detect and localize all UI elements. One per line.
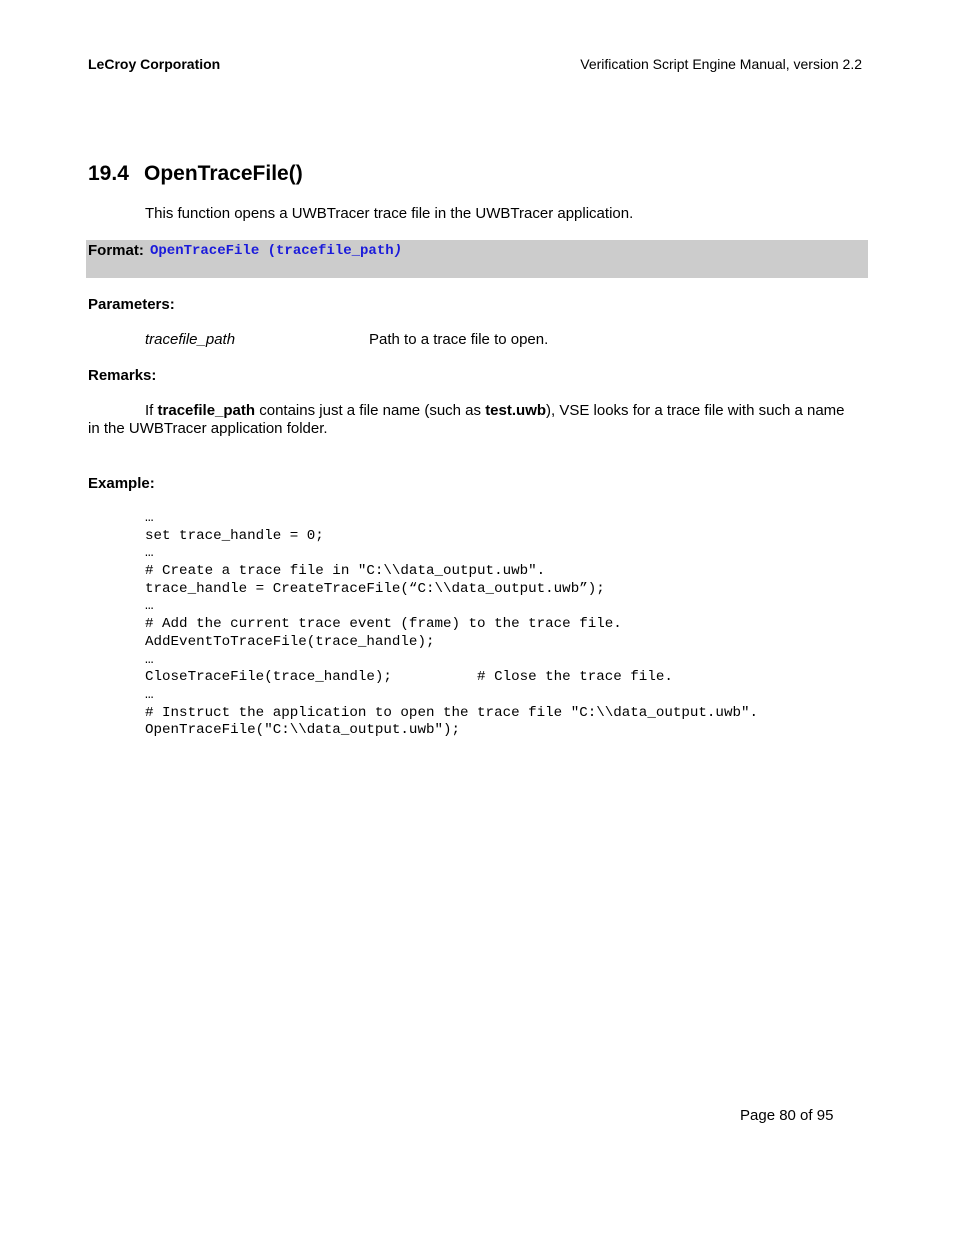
remarks-param-name: tracefile_path — [157, 402, 256, 419]
code-line: # Create a trace file in "C:\\data_output.uwb". — [145, 563, 546, 580]
format-signature — [150, 243, 402, 259]
format-close-paren: ) — [393, 243, 403, 259]
code-line: # Instruct the application to open the trace file "C:\\data_output.uwb". — [145, 704, 758, 721]
code-line: CloseTraceFile(trace_handle); # Close the trace file. — [145, 669, 673, 686]
remarks-suffix: ), VSE looks for a trace file with such a name in the UWBTracer application folder. — [88, 402, 845, 437]
remarks-heading: Remarks: — [88, 367, 157, 384]
parameter-description: Path to a trace file to open. — [369, 331, 549, 348]
remarks-example-file: test.uwb — [485, 402, 547, 419]
page-number: Page 80 of 95 — [740, 1107, 834, 1124]
header-manual-title: Verification Script Engine Manual, version 2.2 — [580, 56, 862, 72]
code-line: … — [145, 545, 154, 562]
code-line: trace_handle = CreateTraceFile(“C:\\data_output.uwb”); — [145, 580, 605, 597]
parameters-heading: Parameters: — [88, 296, 175, 313]
code-line: # Add the current trace event (frame) to the trace file. — [145, 616, 622, 633]
format-label: Format: — [88, 242, 144, 259]
header-company: LeCroy Corporation — [88, 56, 221, 72]
code-line: … — [145, 598, 154, 615]
code-line: … — [145, 510, 154, 526]
format-box — [86, 240, 868, 278]
section-number: 19.4 — [88, 162, 129, 185]
code-line: … — [145, 651, 154, 668]
code-line: set trace_handle = 0; — [145, 527, 324, 544]
intro-text: This function opens a UWBTracer trace file in the UWBTracer application. — [145, 205, 634, 222]
remarks-prefix: If — [145, 402, 158, 419]
example-code-block — [145, 510, 758, 740]
example-heading: Example: — [88, 475, 155, 492]
code-line: AddEventToTraceFile(trace_handle); — [145, 633, 435, 650]
section-title: OpenTraceFile() — [144, 162, 303, 185]
remarks-paragraph — [88, 402, 848, 438]
format-function-name: OpenTraceFile (tracefile_path — [150, 243, 394, 259]
section-heading — [88, 162, 303, 186]
code-line: … — [145, 686, 154, 703]
parameter-name: tracefile_path — [145, 331, 236, 348]
remarks-middle: contains just a file name (such as — [255, 402, 486, 419]
code-line: OpenTraceFile("C:\\data_output.uwb"); — [145, 722, 461, 739]
